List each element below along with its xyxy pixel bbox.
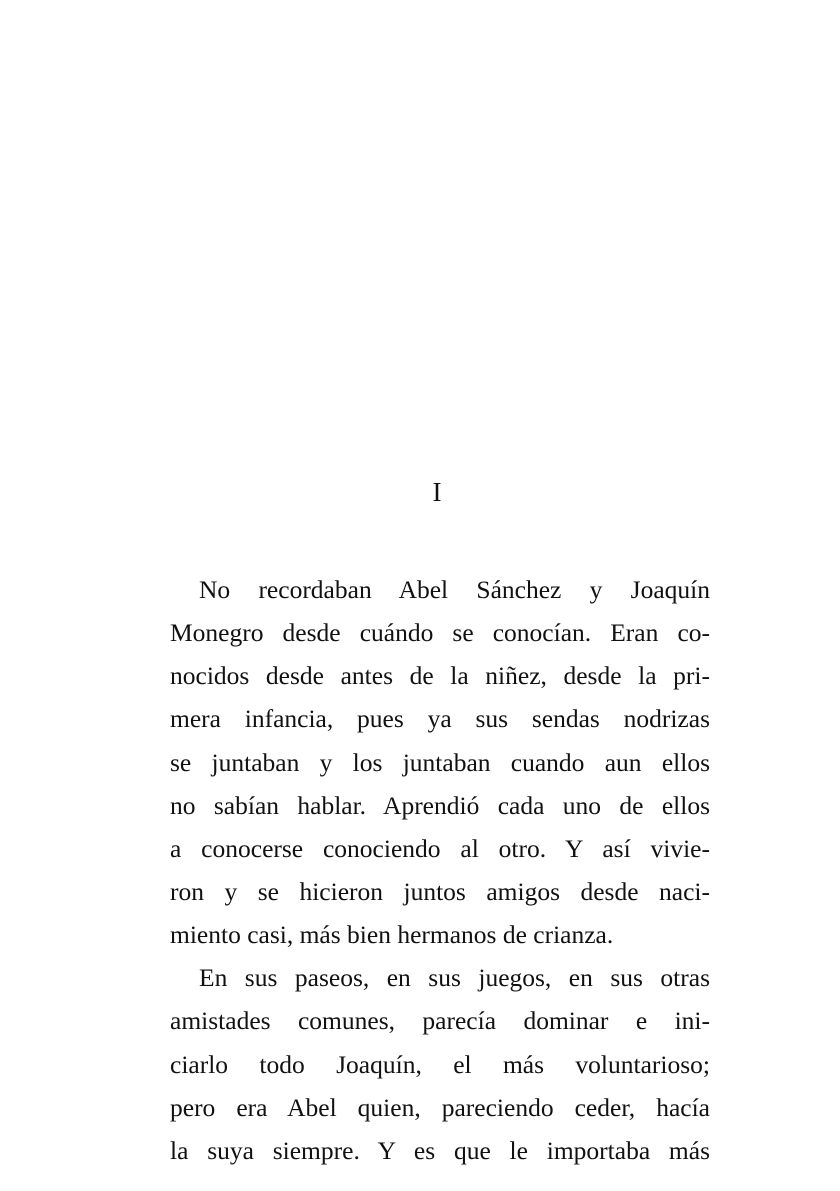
text-line: No recordaban Abel Sánchez y Joaquín	[199, 575, 710, 604]
text-line: a conocerse conociendo al otro. Y así vivie-	[170, 833, 710, 863]
text-line: Monegro desde cuándo se conocían. Eran co-	[170, 618, 710, 648]
paragraph-2	[170, 956, 710, 1172]
text-line: nocidos desde antes de la niñez, desde la pri-	[170, 661, 710, 691]
text-line: la suya siempre. Y es que le importaba más	[170, 1135, 710, 1165]
text-line: pero era Abel quien, pareciendo ceder, hacía	[170, 1092, 710, 1122]
paragraph-1	[170, 568, 710, 956]
text-line: miento casi, más bien hermanos de crianza.	[170, 920, 614, 950]
text-line: En sus paseos, en sus juegos, en sus otras	[199, 963, 710, 993]
text-line: amistades comunes, parecía dominar e ini-	[170, 1006, 710, 1036]
text-line: se juntaban y los juntaban cuando aun ellos	[170, 747, 710, 777]
text-line: mera infancia, pues ya sus sendas nodrizas	[170, 704, 710, 734]
chapter-number: I	[432, 477, 442, 507]
body-text	[170, 568, 710, 1172]
text-line: ron y se hicieron juntos amigos desde naci-	[170, 876, 710, 906]
text-line: ciarlo todo Joaquín, el más voluntarioso;	[170, 1049, 710, 1079]
text-line: no sabían hablar. Aprendió cada uno de ellos	[170, 790, 710, 820]
